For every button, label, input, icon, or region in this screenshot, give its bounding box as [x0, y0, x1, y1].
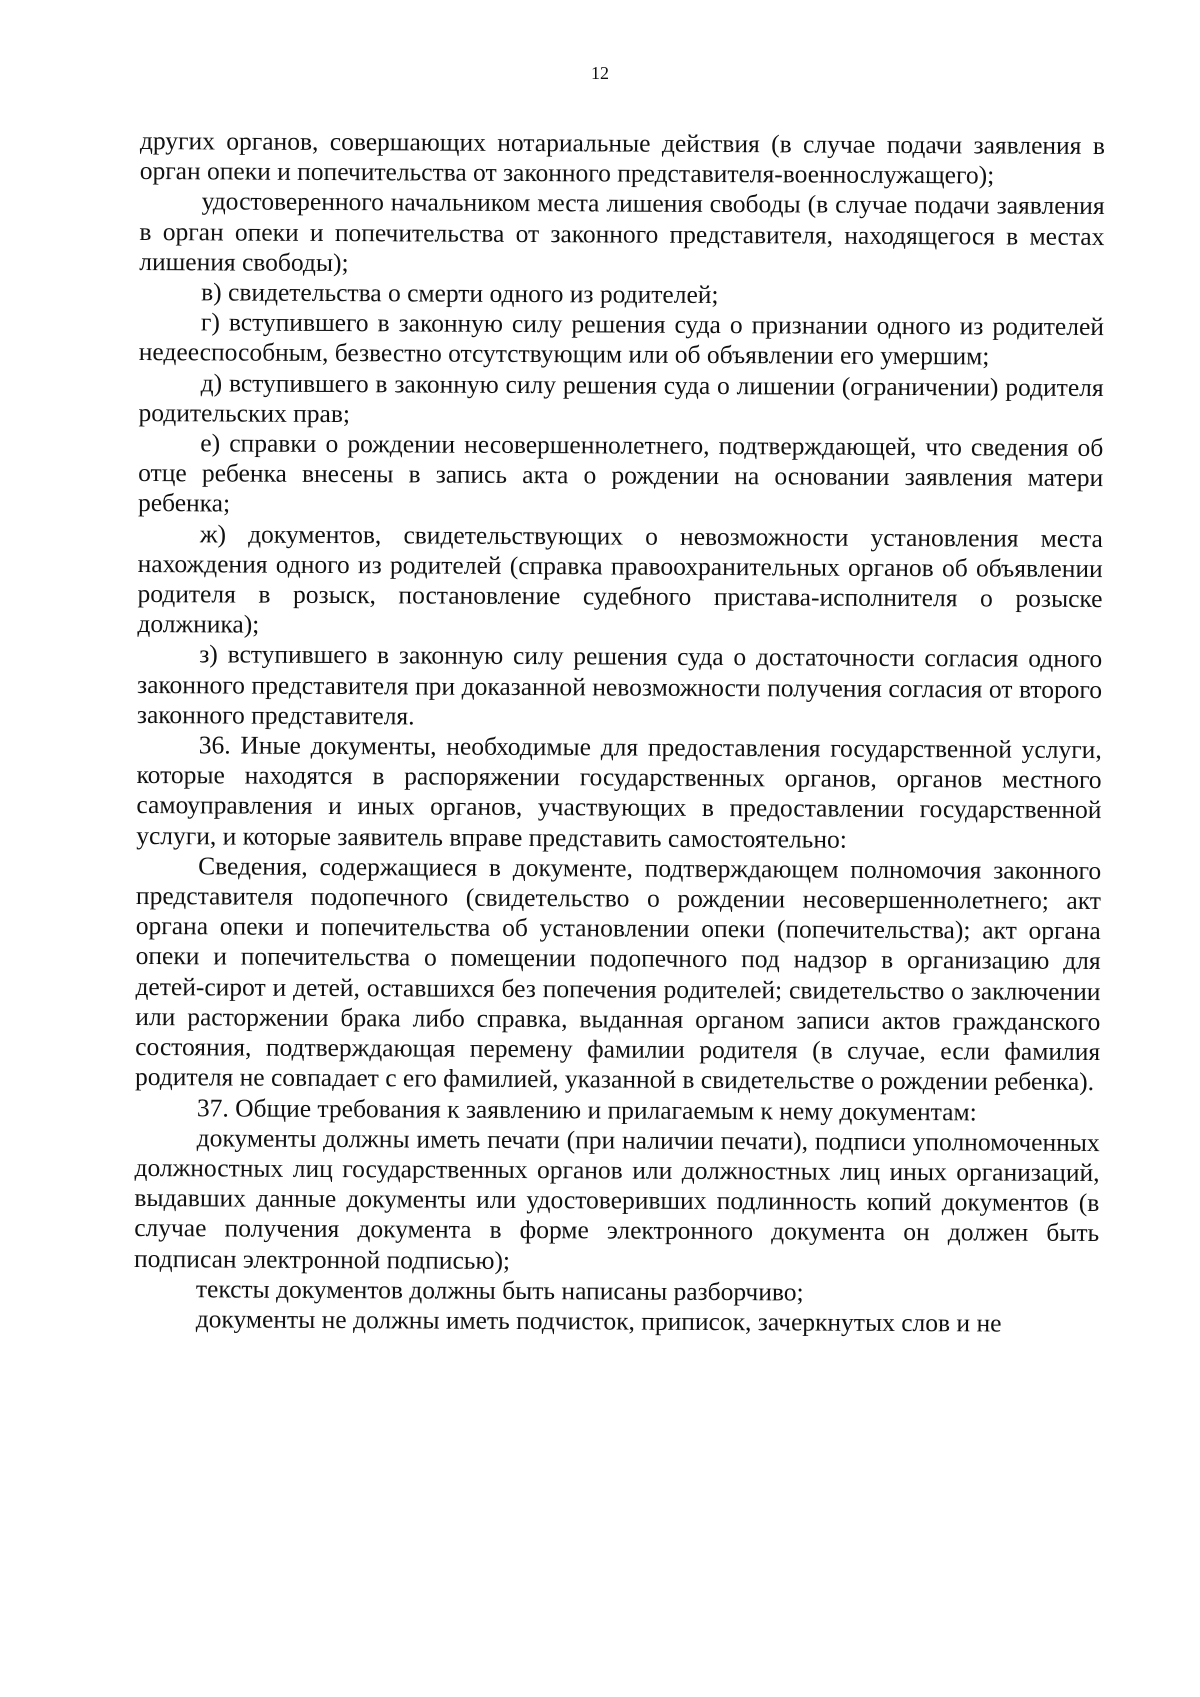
document-body	[134, 126, 1105, 1339]
list-item-g: г) вступившего в законную силу решения суда о признании одного из родителей недееспособным, безвестно отсутствующим или об объявлении его умершим;	[138, 307, 1105, 371]
list-item-d: д) вступившего в законную силу решения суда о лишении (ограничении) родителя родительских прав;	[138, 367, 1104, 428]
list-item-zh: ж) документов, свидетельствующих о невозможности установления места нахождения одного из родителей (справка правоохранительных органов об объявлении родителя в розыск, постановление судебного пристава-исполнителя о розыске должника);	[137, 518, 1103, 639]
requirement-seals-signatures: документы должны иметь печати (при наличии печати), подписи уполномоченных должностных лиц государственных органов или должностных лиц иных организаций, выдавших данные документы или удостоверивших подлинность копий документов (в случае получения документа в форме электронного документа он должен быть подписан электронной подписью);	[133, 1123, 1100, 1275]
list-item-z: з) вступившего в законную силу решения суда о достаточности согласия одного законного представителя при доказанной невозможности получения согласия от второго законного представителя.	[136, 639, 1103, 731]
list-item-v: в) свидетельства о смерти одного из родителей;	[201, 277, 719, 310]
paragraph-certified-by-prison-head: удостоверенного начальником места лишения свободы (в случае подачи заявления в орган опеки и попечительства от законного представителя, находящегося в местах лишения свободы);	[139, 186, 1105, 277]
clause-36: 36. Иные документы, необходимые для предоставления государственной услуги, которые находятся в распоряжении государственных органов, органов местного самоуправления и иных органов, участвующих в предоставлении государственной услуги, и которые заявитель вправе представить самостоятельно:	[136, 730, 1102, 854]
requirement-legible: тексты документов должны быть написаны разборчиво;	[195, 1274, 804, 1307]
page-number: 12	[591, 63, 609, 83]
list-item-e: е) справки о рождении несовершеннолетнего, подтверждающей, что сведения об отце ребенка внесены в запись акта о рождении на основании заявления матери ребенка;	[137, 428, 1104, 518]
paragraph-guardian-info: Сведения, содержащиеся в документе, подтверждающем полномочия законного представителя подопечного (свидетельство о рождении несовершеннолетнего; акт органа опеки и попечительства об установлении опеки (попечительства); акт органа опеки и попечительства о помещении подопечного под надзор в организацию для детей-сирот и детей, оставшихся без попечения родителей; свидетельство о заключении или расторжении брака либо справка, выданная органом записи актов гражданского состояния, подтверждающая перемену фамилии родителя (в случае, если фамилия родителя не совпадает с его фамилией, указанной в свидетельстве о рождении ребенка).	[134, 851, 1102, 1097]
clause-37: 37. Общие требования к заявлению и прилагаемым к нему документам:	[196, 1092, 977, 1126]
requirement-no-erasures: документы не должны иметь подчисток, приписок, зачеркнутых слов и не	[195, 1304, 1002, 1338]
paragraph-continuation: других органов, совершающих нотариальные действия (в случае подачи заявления в орган опеки и попечительства от законного представителя-военнослужащего);	[139, 126, 1105, 190]
